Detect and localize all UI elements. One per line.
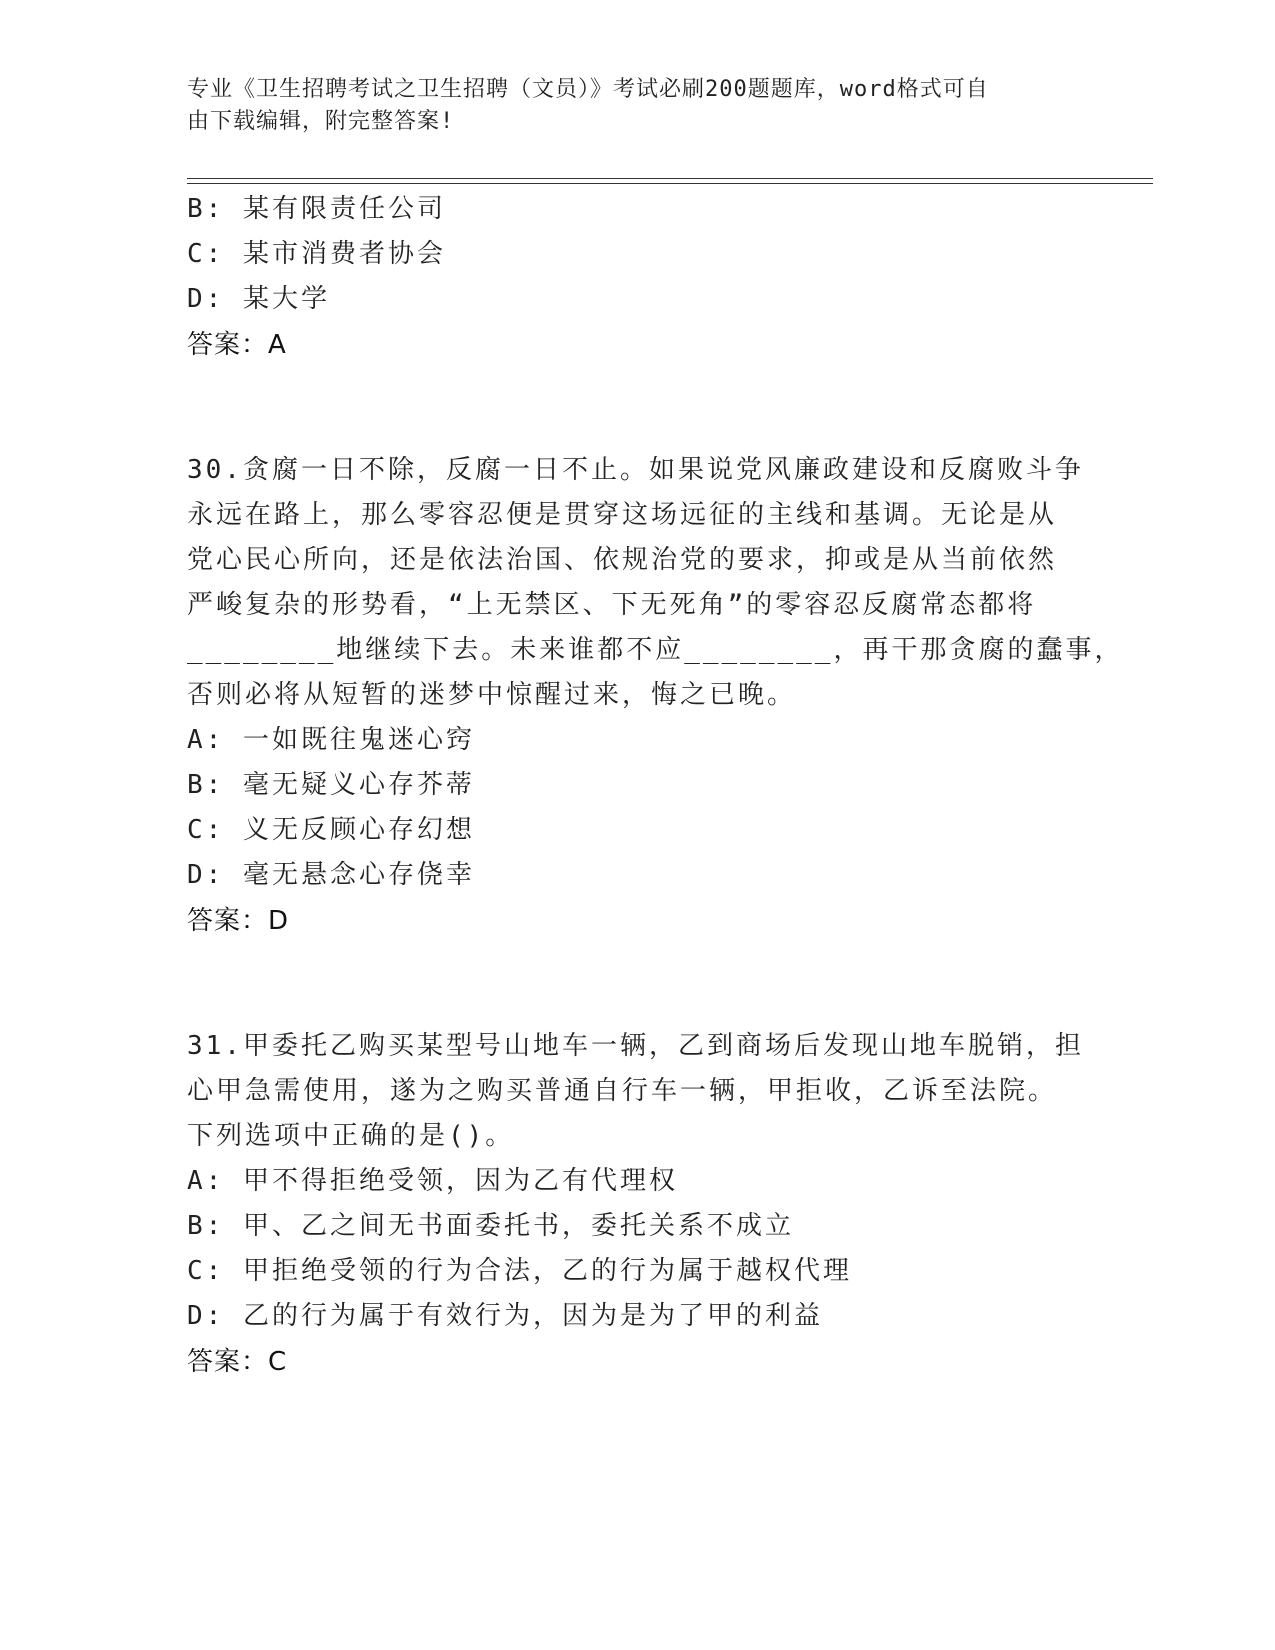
spacer	[187, 369, 1087, 448]
spacer	[187, 945, 1087, 1024]
question-31-block	[187, 1024, 1087, 1386]
question-text-line: 心甲急需使用，遂为之购买普通自行车一辆，甲拒收，乙诉至法院。	[187, 1076, 1058, 1106]
question-text-line: 否则必将从短暂的迷梦中惊醒过来，悔之已晚。	[187, 680, 797, 710]
header-line-2: 由下载编辑，附完整答案!	[187, 109, 455, 134]
option-b: B: 毫无疑义心存芥蒂	[187, 770, 475, 800]
header-divider-bottom	[187, 183, 1153, 184]
question-text-line: 30.贪腐一日不除，反腐一日不止。如果说党风廉政建设和反腐败斗争	[187, 455, 1084, 485]
option-a: A: 一如既往鬼迷心窍	[187, 725, 475, 755]
option-b: B: 甲、乙之间无书面委托书，委托关系不成立	[187, 1211, 794, 1241]
question-text-line: 下列选项中正确的是()。	[187, 1121, 515, 1151]
header-divider-top	[187, 178, 1153, 179]
answer-line: 答案：A	[187, 330, 287, 360]
question-30-block	[187, 448, 1124, 945]
question-text-line: 31.甲委托乙购买某型号山地车一辆，乙到商场后发现山地车脱销，担	[187, 1031, 1084, 1061]
option-d: D: 乙的行为属于有效行为，因为是为了甲的利益	[187, 1301, 823, 1331]
question-text-line: ________地继续下去。未来谁都不应________，再干那贪腐的蠢事，	[187, 635, 1124, 665]
question-content	[187, 187, 1124, 1386]
question-text-line: 党心民心所向，还是依法治国、依规治党的要求，抑或是从当前依然	[187, 545, 1058, 575]
option-a: A: 甲不得拒绝受领，因为乙有代理权	[187, 1166, 678, 1196]
answer-line: 答案：D	[187, 906, 290, 936]
option-c: C: 甲拒绝受领的行为合法，乙的行为属于越权代理	[187, 1256, 852, 1286]
question-text-line: 严峻复杂的形势看，“上无禁区、下无死角”的零容忍反腐常态都将	[187, 590, 1037, 620]
header-line-1: 专业《卫生招聘考试之卫生招聘（文员）》考试必刷200题题库，word格式可自	[187, 77, 989, 102]
answer-line: 答案：C	[187, 1347, 288, 1377]
document-header	[187, 74, 1067, 138]
question-text-line: 永远在路上，那么零容忍便是贯穿这场远征的主线和基调。无论是从	[187, 500, 1058, 530]
option-c: C: 义无反顾心存幻想	[187, 815, 475, 845]
option-d: D: 毫无悬念心存侥幸	[187, 860, 475, 890]
option-d: D: 某大学	[187, 284, 330, 314]
option-c: C: 某市消费者协会	[187, 239, 446, 269]
option-b: B: 某有限责任公司	[187, 194, 446, 224]
question-29-block	[187, 187, 1087, 369]
